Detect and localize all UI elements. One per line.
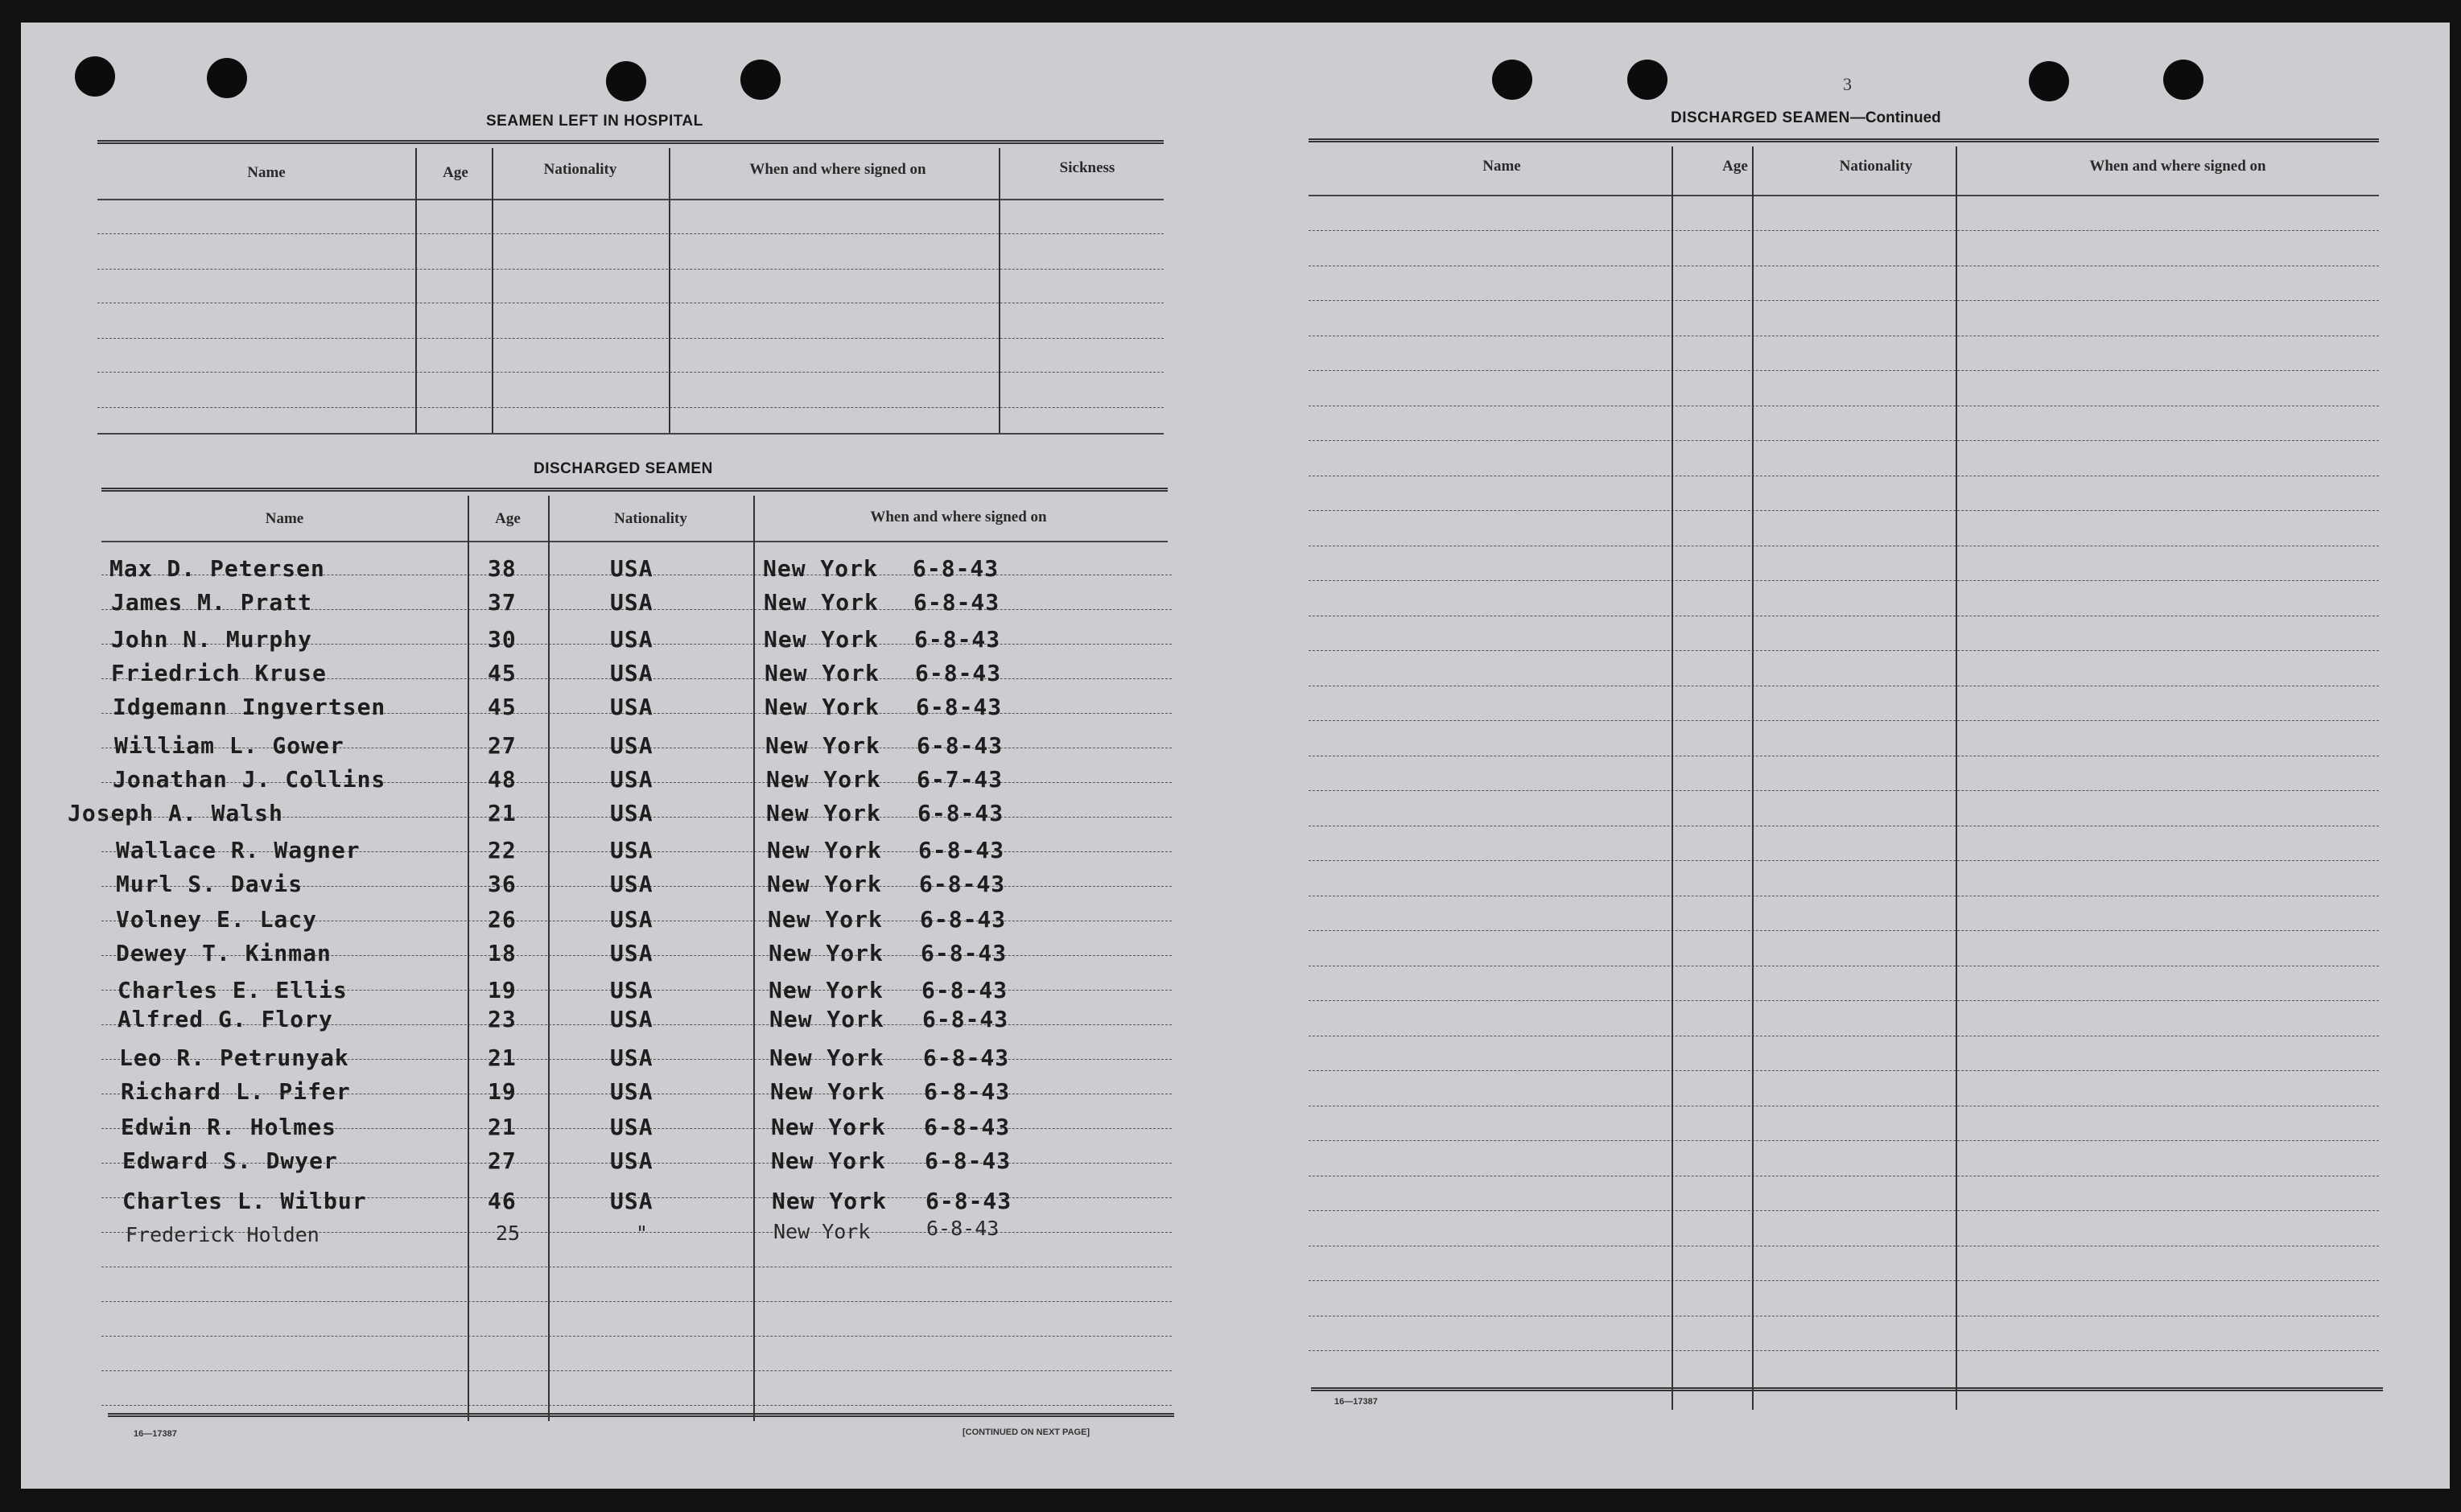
right-form-number: 16—17387 xyxy=(1334,1397,1378,1407)
column-divider xyxy=(468,496,469,1421)
continued-section-title xyxy=(1671,109,1941,127)
seaman-name: Idgemann Ingvertsen xyxy=(113,694,386,720)
right-header-name: Name xyxy=(1482,158,1521,175)
right-header-nationality: Nationality xyxy=(1839,158,1913,175)
seaman-signed-date: 6-8-43 xyxy=(919,871,1006,897)
handwritten-row-date: 6-8-43 xyxy=(926,1217,1000,1240)
discharged-header-age: Age xyxy=(495,510,521,527)
dotted-row-line xyxy=(1309,720,2379,721)
dotted-row-line xyxy=(1309,1280,2379,1281)
seaman-age: 26 xyxy=(488,906,517,933)
seaman-name: Joseph A. Walsh xyxy=(68,800,283,826)
document-sheet xyxy=(21,23,2450,1489)
seaman-signed-place: New York xyxy=(769,940,884,966)
seaman-age: 19 xyxy=(488,1078,517,1105)
dotted-row-line xyxy=(1309,510,2379,511)
column-divider xyxy=(1956,146,1957,1410)
discharged-header-signed-on: When and where signed on xyxy=(870,509,1047,525)
handwritten-row-place: New York xyxy=(773,1220,871,1243)
dotted-row-line xyxy=(1309,790,2379,791)
seaman-name: Wallace R. Wagner xyxy=(116,837,361,863)
form-number: 16—17387 xyxy=(134,1429,177,1439)
discharged-header-name: Name xyxy=(265,510,304,527)
seaman-signed-place: New York xyxy=(767,871,882,897)
continued-title-main: DISCHARGED SEAMEN xyxy=(1671,109,1850,126)
seaman-nationality: USA xyxy=(610,940,653,966)
hospital-header-sickness: Sickness xyxy=(1059,159,1115,176)
seaman-name: Murl S. Davis xyxy=(116,871,303,897)
rule xyxy=(101,488,1168,492)
seaman-age: 30 xyxy=(488,626,517,653)
seaman-signed-date: 6-8-43 xyxy=(920,906,1007,933)
seaman-age: 48 xyxy=(488,766,517,793)
dotted-row-line xyxy=(101,1301,1172,1302)
dotted-row-line xyxy=(1309,440,2379,441)
punch-hole xyxy=(2029,61,2069,101)
seaman-age: 36 xyxy=(488,871,517,897)
seaman-nationality: USA xyxy=(610,766,653,793)
dotted-row-line xyxy=(101,1336,1172,1337)
seaman-age: 18 xyxy=(488,940,517,966)
dotted-row-line xyxy=(1309,1140,2379,1141)
seaman-signed-place: New York xyxy=(771,1147,886,1174)
seaman-nationality: USA xyxy=(610,1188,653,1214)
seaman-signed-place: New York xyxy=(772,1188,887,1214)
punch-hole xyxy=(740,60,781,100)
dotted-row-line xyxy=(1309,860,2379,861)
column-divider xyxy=(415,148,417,433)
punch-hole xyxy=(75,56,115,97)
seaman-nationality: USA xyxy=(610,906,653,933)
hospital-header-age: Age xyxy=(443,164,468,181)
dotted-row-line xyxy=(97,372,1164,373)
dotted-row-line xyxy=(1309,650,2379,651)
continued-title-suffix: —Continued xyxy=(1849,109,1941,126)
seaman-signed-place: New York xyxy=(765,660,880,686)
rule xyxy=(101,541,1168,542)
seaman-name: Jonathan J. Collins xyxy=(113,766,386,793)
column-divider xyxy=(492,148,493,433)
seaman-name: Volney E. Lacy xyxy=(116,906,318,933)
seaman-signed-place: New York xyxy=(768,906,883,933)
seaman-signed-date: 6-8-43 xyxy=(921,977,1008,1003)
hospital-section-title: SEAMEN LEFT IN HOSPITAL xyxy=(486,113,703,130)
dotted-row-line xyxy=(1309,580,2379,581)
seaman-name: Leo R. Petrunyak xyxy=(119,1044,349,1071)
hospital-header-name: Name xyxy=(247,164,286,181)
right-header-age: Age xyxy=(1722,158,1748,175)
seaman-name: Richard L. Pifer xyxy=(121,1078,351,1105)
seaman-signed-place: New York xyxy=(767,837,882,863)
seaman-age: 22 xyxy=(488,837,517,863)
seaman-nationality: USA xyxy=(610,660,653,686)
seaman-signed-place: New York xyxy=(769,1006,884,1032)
dotted-row-line xyxy=(1309,230,2379,231)
seaman-age: 21 xyxy=(488,1114,517,1140)
seaman-name: William L. Gower xyxy=(114,732,344,759)
seaman-age: 23 xyxy=(488,1006,517,1032)
seaman-signed-place: New York xyxy=(766,800,881,826)
dotted-row-line xyxy=(1309,1210,2379,1211)
seaman-name: James M. Pratt xyxy=(111,589,313,616)
dotted-row-line xyxy=(97,233,1164,234)
discharged-header-nationality: Nationality xyxy=(614,510,687,527)
dotted-row-line xyxy=(101,1370,1172,1371)
column-divider xyxy=(753,496,755,1421)
dotted-row-line xyxy=(1309,1350,2379,1351)
seaman-signed-place: New York xyxy=(765,732,880,759)
hospital-header-nationality: Nationality xyxy=(543,161,617,178)
right-header-signed-on: When and where signed on xyxy=(2089,158,2266,175)
dotted-row-line xyxy=(1309,370,2379,371)
rule xyxy=(97,140,1164,144)
seaman-signed-date: 6-8-43 xyxy=(917,732,1004,759)
rule xyxy=(1309,195,2379,196)
seaman-signed-date: 6-8-43 xyxy=(918,837,1005,863)
rule xyxy=(1309,138,2379,142)
seaman-age: 27 xyxy=(488,1147,517,1174)
seaman-signed-date: 6-8-43 xyxy=(917,800,1004,826)
seaman-signed-date: 6-8-43 xyxy=(913,589,1000,616)
column-divider xyxy=(999,148,1000,433)
seaman-signed-place: New York xyxy=(771,1114,886,1140)
seaman-name: Alfred G. Flory xyxy=(117,1006,333,1032)
seaman-signed-place: New York xyxy=(769,1044,884,1071)
rule xyxy=(1311,1387,2383,1391)
seaman-nationality: USA xyxy=(610,589,653,616)
dotted-row-line xyxy=(1309,300,2379,301)
column-divider xyxy=(669,148,670,433)
seaman-signed-place: New York xyxy=(763,555,878,582)
seaman-name: Dewey T. Kinman xyxy=(116,940,332,966)
seaman-signed-place: New York xyxy=(765,694,880,720)
punch-hole xyxy=(1627,60,1667,100)
seaman-signed-date: 6-8-43 xyxy=(925,1147,1012,1174)
seaman-name: Charles L. Wilbur xyxy=(122,1188,367,1214)
seaman-signed-date: 6-8-43 xyxy=(925,1188,1012,1214)
column-divider xyxy=(1672,146,1673,1410)
seaman-age: 46 xyxy=(488,1188,517,1214)
seaman-signed-date: 6-8-43 xyxy=(924,1114,1011,1140)
seaman-nationality: USA xyxy=(610,1044,653,1071)
punch-hole xyxy=(207,58,247,98)
seaman-nationality: USA xyxy=(610,694,653,720)
seaman-signed-date: 6-7-43 xyxy=(917,766,1004,793)
seaman-nationality: USA xyxy=(610,837,653,863)
seaman-nationality: USA xyxy=(610,977,653,1003)
punch-hole xyxy=(606,61,646,101)
dotted-row-line xyxy=(1309,1070,2379,1071)
hospital-header-signed-on: When and where signed on xyxy=(749,161,926,178)
seaman-name: Friedrich Kruse xyxy=(111,660,327,686)
column-divider xyxy=(1752,146,1754,1410)
seaman-signed-date: 6-8-43 xyxy=(924,1078,1011,1105)
seaman-signed-date: 6-8-43 xyxy=(915,660,1002,686)
seaman-nationality: USA xyxy=(610,1114,653,1140)
handwritten-row-name: Frederick Holden xyxy=(126,1223,319,1246)
seaman-signed-date: 6-8-43 xyxy=(913,555,1000,582)
seaman-age: 38 xyxy=(488,555,517,582)
seaman-signed-place: New York xyxy=(764,626,879,653)
dotted-row-line xyxy=(1309,1000,2379,1001)
seaman-nationality: USA xyxy=(610,1147,653,1174)
seaman-age: 21 xyxy=(488,1044,517,1071)
seaman-age: 45 xyxy=(488,694,517,720)
seaman-signed-date: 6-8-43 xyxy=(916,694,1003,720)
seaman-name: Edward S. Dwyer xyxy=(122,1147,338,1174)
dotted-row-line xyxy=(1309,930,2379,931)
rule xyxy=(108,1413,1174,1417)
column-divider xyxy=(548,496,550,1421)
punch-hole xyxy=(1492,60,1532,100)
dotted-row-line xyxy=(97,269,1164,270)
handwritten-row-nationality: " xyxy=(636,1222,649,1245)
continued-note: [CONTINUED ON NEXT PAGE] xyxy=(963,1428,1090,1437)
dotted-row-line xyxy=(101,1405,1172,1406)
seaman-name: Edwin R. Holmes xyxy=(121,1114,336,1140)
seaman-age: 21 xyxy=(488,800,517,826)
seaman-nationality: USA xyxy=(610,626,653,653)
seaman-age: 19 xyxy=(488,977,517,1003)
seaman-signed-date: 6-8-43 xyxy=(922,1006,1009,1032)
dotted-row-line xyxy=(97,407,1164,408)
seaman-name: Max D. Petersen xyxy=(109,555,325,582)
seaman-signed-place: New York xyxy=(764,589,879,616)
rule xyxy=(97,199,1164,200)
seaman-signed-date: 6-8-43 xyxy=(914,626,1001,653)
seaman-signed-place: New York xyxy=(766,766,881,793)
seaman-nationality: USA xyxy=(610,732,653,759)
seaman-signed-place: New York xyxy=(769,977,884,1003)
seaman-nationality: USA xyxy=(610,555,653,582)
seaman-nationality: USA xyxy=(610,800,653,826)
seaman-nationality: USA xyxy=(610,871,653,897)
seaman-signed-date: 6-8-43 xyxy=(923,1044,1010,1071)
seaman-signed-date: 6-8-43 xyxy=(921,940,1008,966)
seaman-age: 45 xyxy=(488,660,517,686)
seaman-signed-place: New York xyxy=(770,1078,885,1105)
punch-hole xyxy=(2163,60,2203,100)
seaman-name: John N. Murphy xyxy=(111,626,313,653)
seaman-age: 37 xyxy=(488,589,517,616)
seaman-name: Charles E. Ellis xyxy=(117,977,348,1003)
handwritten-row-age: 25 xyxy=(496,1222,521,1245)
dotted-row-line xyxy=(97,338,1164,339)
seaman-nationality: USA xyxy=(610,1078,653,1105)
page-number: 3 xyxy=(1843,74,1852,94)
seaman-age: 27 xyxy=(488,732,517,759)
seaman-nationality: USA xyxy=(610,1006,653,1032)
discharged-section-title: DISCHARGED SEAMEN xyxy=(534,460,713,477)
rule xyxy=(97,433,1164,435)
